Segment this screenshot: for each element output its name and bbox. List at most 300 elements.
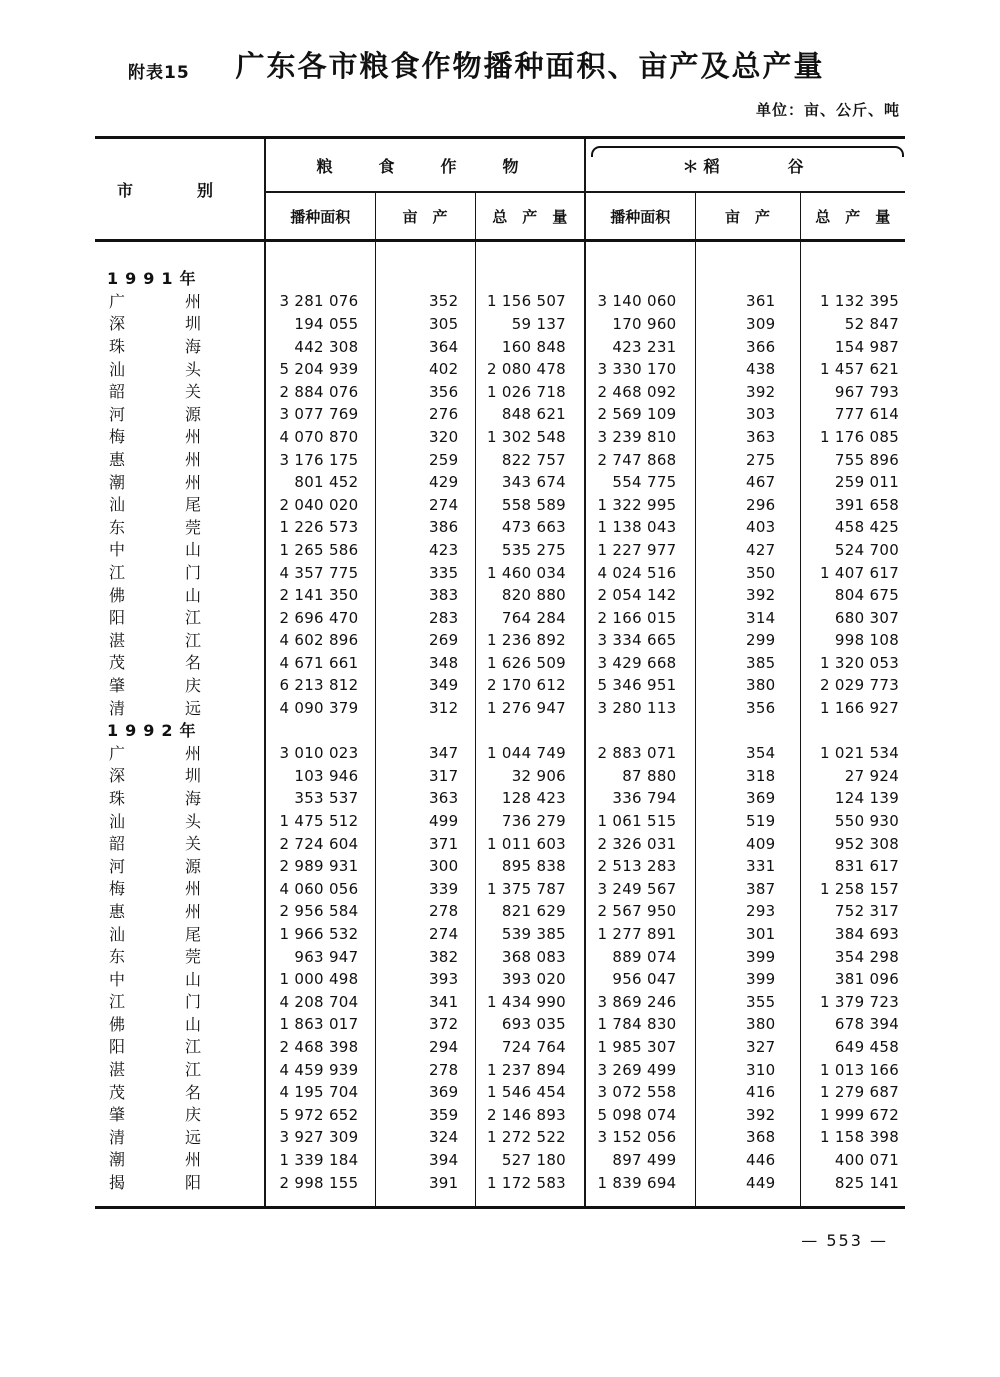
value-cell: 341 (375, 991, 475, 1014)
value-cell: 4 024 516 (585, 562, 695, 585)
value-cell: 2 040 020 (265, 494, 375, 517)
value-cell: 382 (375, 946, 475, 969)
spacer-cell (585, 241, 695, 269)
empty-cell (800, 720, 905, 743)
value-cell: 801 452 (265, 471, 375, 494)
value-cell: 5 972 652 (265, 1104, 375, 1127)
value-cell: 1 277 891 (585, 923, 695, 946)
value-cell: 2 054 142 (585, 584, 695, 607)
table-body (95, 241, 905, 1208)
value-cell: 1 158 398 (800, 1127, 905, 1150)
city-name: 潮州 (109, 1150, 262, 1170)
spacer-cell (95, 1194, 265, 1208)
data-table (95, 136, 905, 1209)
value-cell: 361 (695, 291, 800, 314)
table-row (95, 381, 905, 404)
value-cell: 269 (375, 630, 475, 653)
value-cell: 952 308 (800, 833, 905, 856)
value-cell: 381 096 (800, 968, 905, 991)
value-cell: 372 (375, 1014, 475, 1037)
city-name: 湛江 (109, 630, 262, 650)
value-cell: 1 044 749 (475, 742, 585, 765)
value-cell: 449 (695, 1172, 800, 1195)
value-cell: 327 (695, 1036, 800, 1059)
table-row (95, 471, 905, 494)
city-cell (95, 494, 265, 517)
city-cell (95, 517, 265, 540)
value-cell: 399 (695, 946, 800, 969)
value-cell: 364 (375, 336, 475, 359)
value-cell: 317 (375, 765, 475, 788)
col-header-rice-total-output: 总 产 量 (800, 192, 905, 241)
spacer-cell (800, 1194, 905, 1208)
city-cell (95, 901, 265, 924)
value-cell: 2 080 478 (475, 358, 585, 381)
value-cell: 3 927 309 (265, 1127, 375, 1150)
value-cell: 353 537 (265, 788, 375, 811)
city-name: 潮州 (109, 472, 262, 492)
value-cell: 825 141 (800, 1172, 905, 1195)
city-name: 清远 (109, 698, 262, 718)
value-cell: 324 (375, 1127, 475, 1150)
city-name: 江门 (109, 992, 262, 1012)
value-cell: 349 (375, 675, 475, 698)
value-cell: 2 884 076 (265, 381, 375, 404)
value-cell: 527 180 (475, 1149, 585, 1172)
table-row (95, 539, 905, 562)
value-cell: 1 475 512 (265, 810, 375, 833)
value-cell: 3 429 668 (585, 652, 695, 675)
city-cell (95, 652, 265, 675)
value-cell: 1 026 718 (475, 381, 585, 404)
value-cell: 2 468 398 (265, 1036, 375, 1059)
value-cell: 320 (375, 426, 475, 449)
table-row (95, 291, 905, 314)
value-cell: 3 330 170 (585, 358, 695, 381)
table-row (95, 901, 905, 924)
spacer-cell (375, 241, 475, 269)
table-row (95, 968, 905, 991)
value-cell: 429 (375, 471, 475, 494)
value-cell: 2 747 868 (585, 449, 695, 472)
value-cell: 724 764 (475, 1036, 585, 1059)
value-cell: 820 880 (475, 584, 585, 607)
value-cell: 1 061 515 (585, 810, 695, 833)
value-cell: 1 011 603 (475, 833, 585, 856)
table-row (95, 991, 905, 1014)
city-cell (95, 1036, 265, 1059)
table-row (95, 1059, 905, 1082)
city-name: 阳江 (109, 608, 262, 628)
city-name: 深圳 (109, 314, 262, 334)
header-group-row (95, 138, 905, 193)
value-cell: 52 847 (800, 313, 905, 336)
value-cell: 356 (375, 381, 475, 404)
value-cell: 3 176 175 (265, 449, 375, 472)
table-row (95, 697, 905, 720)
value-cell: 59 137 (475, 313, 585, 336)
city-cell (95, 1059, 265, 1082)
value-cell: 5 346 951 (585, 675, 695, 698)
value-cell: 998 108 (800, 630, 905, 653)
value-cell: 391 (375, 1172, 475, 1195)
empty-cell (265, 720, 375, 743)
value-cell: 391 658 (800, 494, 905, 517)
value-cell: 299 (695, 630, 800, 653)
value-cell: 1 966 532 (265, 923, 375, 946)
value-cell: 283 (375, 607, 475, 630)
value-cell: 350 (695, 562, 800, 585)
value-cell: 804 675 (800, 584, 905, 607)
value-cell: 499 (375, 810, 475, 833)
value-cell: 693 035 (475, 1014, 585, 1037)
value-cell: 3 249 567 (585, 878, 695, 901)
year-row (95, 268, 905, 291)
value-cell: 423 (375, 539, 475, 562)
value-cell: 519 (695, 810, 800, 833)
value-cell: 1 546 454 (475, 1081, 585, 1104)
city-cell (95, 630, 265, 653)
table-row (95, 878, 905, 901)
table-row (95, 1081, 905, 1104)
value-cell: 2 029 773 (800, 675, 905, 698)
city-name: 汕头 (109, 359, 262, 379)
spacer-cell (695, 1194, 800, 1208)
value-cell: 103 946 (265, 765, 375, 788)
value-cell: 1 407 617 (800, 562, 905, 585)
value-cell: 305 (375, 313, 475, 336)
value-cell: 458 425 (800, 517, 905, 540)
spacer-cell (585, 1194, 695, 1208)
table-row (95, 1036, 905, 1059)
value-cell: 278 (375, 901, 475, 924)
table-row (95, 923, 905, 946)
value-cell: 409 (695, 833, 800, 856)
empty-cell (475, 720, 585, 743)
city-cell (95, 426, 265, 449)
city-cell (95, 449, 265, 472)
city-name: 河源 (109, 856, 262, 876)
value-cell: 752 317 (800, 901, 905, 924)
value-cell: 27 924 (800, 765, 905, 788)
value-cell: 393 020 (475, 968, 585, 991)
value-cell: 427 (695, 539, 800, 562)
table-row (95, 946, 905, 969)
value-cell: 6 213 812 (265, 675, 375, 698)
value-cell: 2 513 283 (585, 855, 695, 878)
value-cell: 4 671 661 (265, 652, 375, 675)
city-name: 清远 (109, 1127, 262, 1147)
city-cell (95, 742, 265, 765)
city-cell (95, 313, 265, 336)
city-name: 佛山 (109, 585, 262, 605)
value-cell: 1 999 672 (800, 1104, 905, 1127)
value-cell: 3 239 810 (585, 426, 695, 449)
year-label: 1992年 (107, 721, 203, 741)
table-row (95, 313, 905, 336)
value-cell: 550 930 (800, 810, 905, 833)
empty-cell (695, 720, 800, 743)
value-cell: 3 280 113 (585, 697, 695, 720)
value-cell: 3 010 023 (265, 742, 375, 765)
table-row (95, 607, 905, 630)
col-header-rice-yield-per-mu: 亩 产 (695, 192, 800, 241)
value-cell: 1 172 583 (475, 1172, 585, 1195)
value-cell: 392 (695, 584, 800, 607)
value-cell: 2 141 350 (265, 584, 375, 607)
value-cell: 1 839 694 (585, 1172, 695, 1195)
empty-cell (475, 268, 585, 291)
city-name: 茂名 (109, 1082, 262, 1102)
value-cell: 755 896 (800, 449, 905, 472)
table-row (95, 336, 905, 359)
value-cell: 678 394 (800, 1014, 905, 1037)
value-cell: 1 000 498 (265, 968, 375, 991)
value-cell: 383 (375, 584, 475, 607)
city-cell (95, 471, 265, 494)
city-name: 广州 (109, 291, 262, 311)
value-cell: 1 226 573 (265, 517, 375, 540)
value-cell: 1 784 830 (585, 1014, 695, 1037)
value-cell: 352 (375, 291, 475, 314)
value-cell: 473 663 (475, 517, 585, 540)
value-cell: 348 (375, 652, 475, 675)
table-row (95, 517, 905, 540)
value-cell: 278 (375, 1059, 475, 1082)
city-name: 中山 (109, 540, 262, 560)
value-cell: 1 434 990 (475, 991, 585, 1014)
table-row (95, 855, 905, 878)
table-row (95, 449, 905, 472)
city-cell (95, 765, 265, 788)
col-header-city: 市 别 (95, 138, 265, 241)
value-cell: 87 880 (585, 765, 695, 788)
value-cell: 1 375 787 (475, 878, 585, 901)
city-cell (95, 358, 265, 381)
value-cell: 336 794 (585, 788, 695, 811)
value-cell: 1 138 043 (585, 517, 695, 540)
value-cell: 1 156 507 (475, 291, 585, 314)
value-cell: 821 629 (475, 901, 585, 924)
unit-note: 单位：亩、公斤、吨 (755, 101, 900, 119)
city-cell (95, 878, 265, 901)
col-header-grain-yield-per-mu: 亩 产 (375, 192, 475, 241)
value-cell: 4 459 939 (265, 1059, 375, 1082)
city-name: 肇庆 (109, 1105, 262, 1125)
value-cell: 354 298 (800, 946, 905, 969)
value-cell: 1 227 977 (585, 539, 695, 562)
table-row (95, 742, 905, 765)
table-row (95, 426, 905, 449)
value-cell: 2 956 584 (265, 901, 375, 924)
value-cell: 1 176 085 (800, 426, 905, 449)
value-cell: 392 (695, 1104, 800, 1127)
city-cell (95, 697, 265, 720)
value-cell: 446 (695, 1149, 800, 1172)
spacer-cell (475, 241, 585, 269)
spacer-cell (475, 1194, 585, 1208)
value-cell: 524 700 (800, 539, 905, 562)
value-cell: 359 (375, 1104, 475, 1127)
city-name: 东莞 (109, 947, 262, 967)
city-name: 中山 (109, 969, 262, 989)
city-cell (95, 1104, 265, 1127)
table-row (95, 1014, 905, 1037)
value-cell: 392 (695, 381, 800, 404)
value-cell: 399 (695, 968, 800, 991)
spacer-cell (800, 241, 905, 269)
city-name: 阳江 (109, 1037, 262, 1057)
value-cell: 393 (375, 968, 475, 991)
title-row (0, 44, 1000, 85)
value-cell: 259 011 (800, 471, 905, 494)
city-name: 揭阳 (109, 1173, 262, 1193)
value-cell: 2 326 031 (585, 833, 695, 856)
value-cell: 956 047 (585, 968, 695, 991)
value-cell: 3 072 558 (585, 1081, 695, 1104)
city-name: 茂名 (109, 653, 262, 673)
col-header-rice-sown-area: 播种面积 (585, 192, 695, 241)
spacer-cell (375, 1194, 475, 1208)
city-cell (95, 562, 265, 585)
value-cell: 387 (695, 878, 800, 901)
value-cell: 380 (695, 1014, 800, 1037)
value-cell: 1 279 687 (800, 1081, 905, 1104)
city-name: 梅州 (109, 879, 262, 899)
value-cell: 1 460 034 (475, 562, 585, 585)
value-cell: 276 (375, 404, 475, 427)
value-cell: 368 (695, 1127, 800, 1150)
table-row (95, 652, 905, 675)
spacer-row (95, 1194, 905, 1208)
city-name: 珠海 (109, 337, 262, 357)
value-cell: 2 569 109 (585, 404, 695, 427)
city-cell (95, 539, 265, 562)
value-cell: 355 (695, 991, 800, 1014)
table-row (95, 404, 905, 427)
value-cell: 539 385 (475, 923, 585, 946)
value-cell: 275 (695, 449, 800, 472)
table-row (95, 675, 905, 698)
empty-cell (585, 720, 695, 743)
col-group-rice (585, 138, 905, 193)
value-cell: 154 987 (800, 336, 905, 359)
value-cell: 363 (375, 788, 475, 811)
city-cell (95, 381, 265, 404)
empty-cell (585, 268, 695, 291)
value-cell: 897 499 (585, 1149, 695, 1172)
value-cell: 380 (695, 675, 800, 698)
value-cell: 124 139 (800, 788, 905, 811)
city-name: 湛江 (109, 1060, 262, 1080)
value-cell: 736 279 (475, 810, 585, 833)
city-cell (95, 946, 265, 969)
city-name: 惠州 (109, 901, 262, 921)
spacer-cell (695, 241, 800, 269)
value-cell: 2 696 470 (265, 607, 375, 630)
value-cell: 363 (695, 426, 800, 449)
value-cell: 2 166 015 (585, 607, 695, 630)
value-cell: 312 (375, 697, 475, 720)
table-row (95, 810, 905, 833)
city-cell (95, 833, 265, 856)
value-cell: 831 617 (800, 855, 905, 878)
city-cell (95, 1014, 265, 1037)
city-cell (95, 607, 265, 630)
city-cell (95, 923, 265, 946)
col-group-rice-label: ＊稻 谷 (682, 156, 809, 176)
spacer-row (95, 241, 905, 269)
empty-cell (375, 720, 475, 743)
value-cell: 303 (695, 404, 800, 427)
value-cell: 1 276 947 (475, 697, 585, 720)
value-cell: 2 468 092 (585, 381, 695, 404)
value-cell: 318 (695, 765, 800, 788)
value-cell: 369 (375, 1081, 475, 1104)
value-cell: 822 757 (475, 449, 585, 472)
value-cell: 343 674 (475, 471, 585, 494)
value-cell: 416 (695, 1081, 800, 1104)
value-cell: 1 457 621 (800, 358, 905, 381)
col-header-grain-sown-area: 播种面积 (265, 192, 375, 241)
city-name: 河源 (109, 404, 262, 424)
value-cell: 554 775 (585, 471, 695, 494)
value-cell: 356 (695, 697, 800, 720)
city-cell (95, 1081, 265, 1104)
value-cell: 3 869 246 (585, 991, 695, 1014)
value-cell: 335 (375, 562, 475, 585)
value-cell: 4 208 704 (265, 991, 375, 1014)
city-name: 汕尾 (109, 924, 262, 944)
value-cell: 309 (695, 313, 800, 336)
value-cell: 259 (375, 449, 475, 472)
year-label: 1991年 (107, 269, 203, 289)
value-cell: 310 (695, 1059, 800, 1082)
spacer-cell (265, 241, 375, 269)
value-cell: 1 272 522 (475, 1127, 585, 1150)
value-cell: 274 (375, 494, 475, 517)
table-row (95, 358, 905, 381)
city-cell (95, 788, 265, 811)
value-cell: 1 985 307 (585, 1036, 695, 1059)
city-cell (95, 855, 265, 878)
city-name: 广州 (109, 743, 262, 763)
value-cell: 331 (695, 855, 800, 878)
city-cell (95, 675, 265, 698)
table-row (95, 833, 905, 856)
city-cell (95, 291, 265, 314)
value-cell: 558 589 (475, 494, 585, 517)
table-row (95, 494, 905, 517)
value-cell: 293 (695, 901, 800, 924)
table-row (95, 584, 905, 607)
value-cell: 1 237 894 (475, 1059, 585, 1082)
city-name: 汕头 (109, 811, 262, 831)
col-group-grain: 粮 食 作 物 (265, 138, 585, 193)
value-cell: 369 (695, 788, 800, 811)
value-cell: 2 998 155 (265, 1172, 375, 1195)
value-cell: 128 423 (475, 788, 585, 811)
empty-cell (265, 268, 375, 291)
table-row (95, 1172, 905, 1195)
empty-cell (800, 268, 905, 291)
value-cell: 5 204 939 (265, 358, 375, 381)
value-cell: 967 793 (800, 381, 905, 404)
empty-cell (695, 268, 800, 291)
value-cell: 371 (375, 833, 475, 856)
value-cell: 385 (695, 652, 800, 675)
value-cell: 1 258 157 (800, 878, 905, 901)
